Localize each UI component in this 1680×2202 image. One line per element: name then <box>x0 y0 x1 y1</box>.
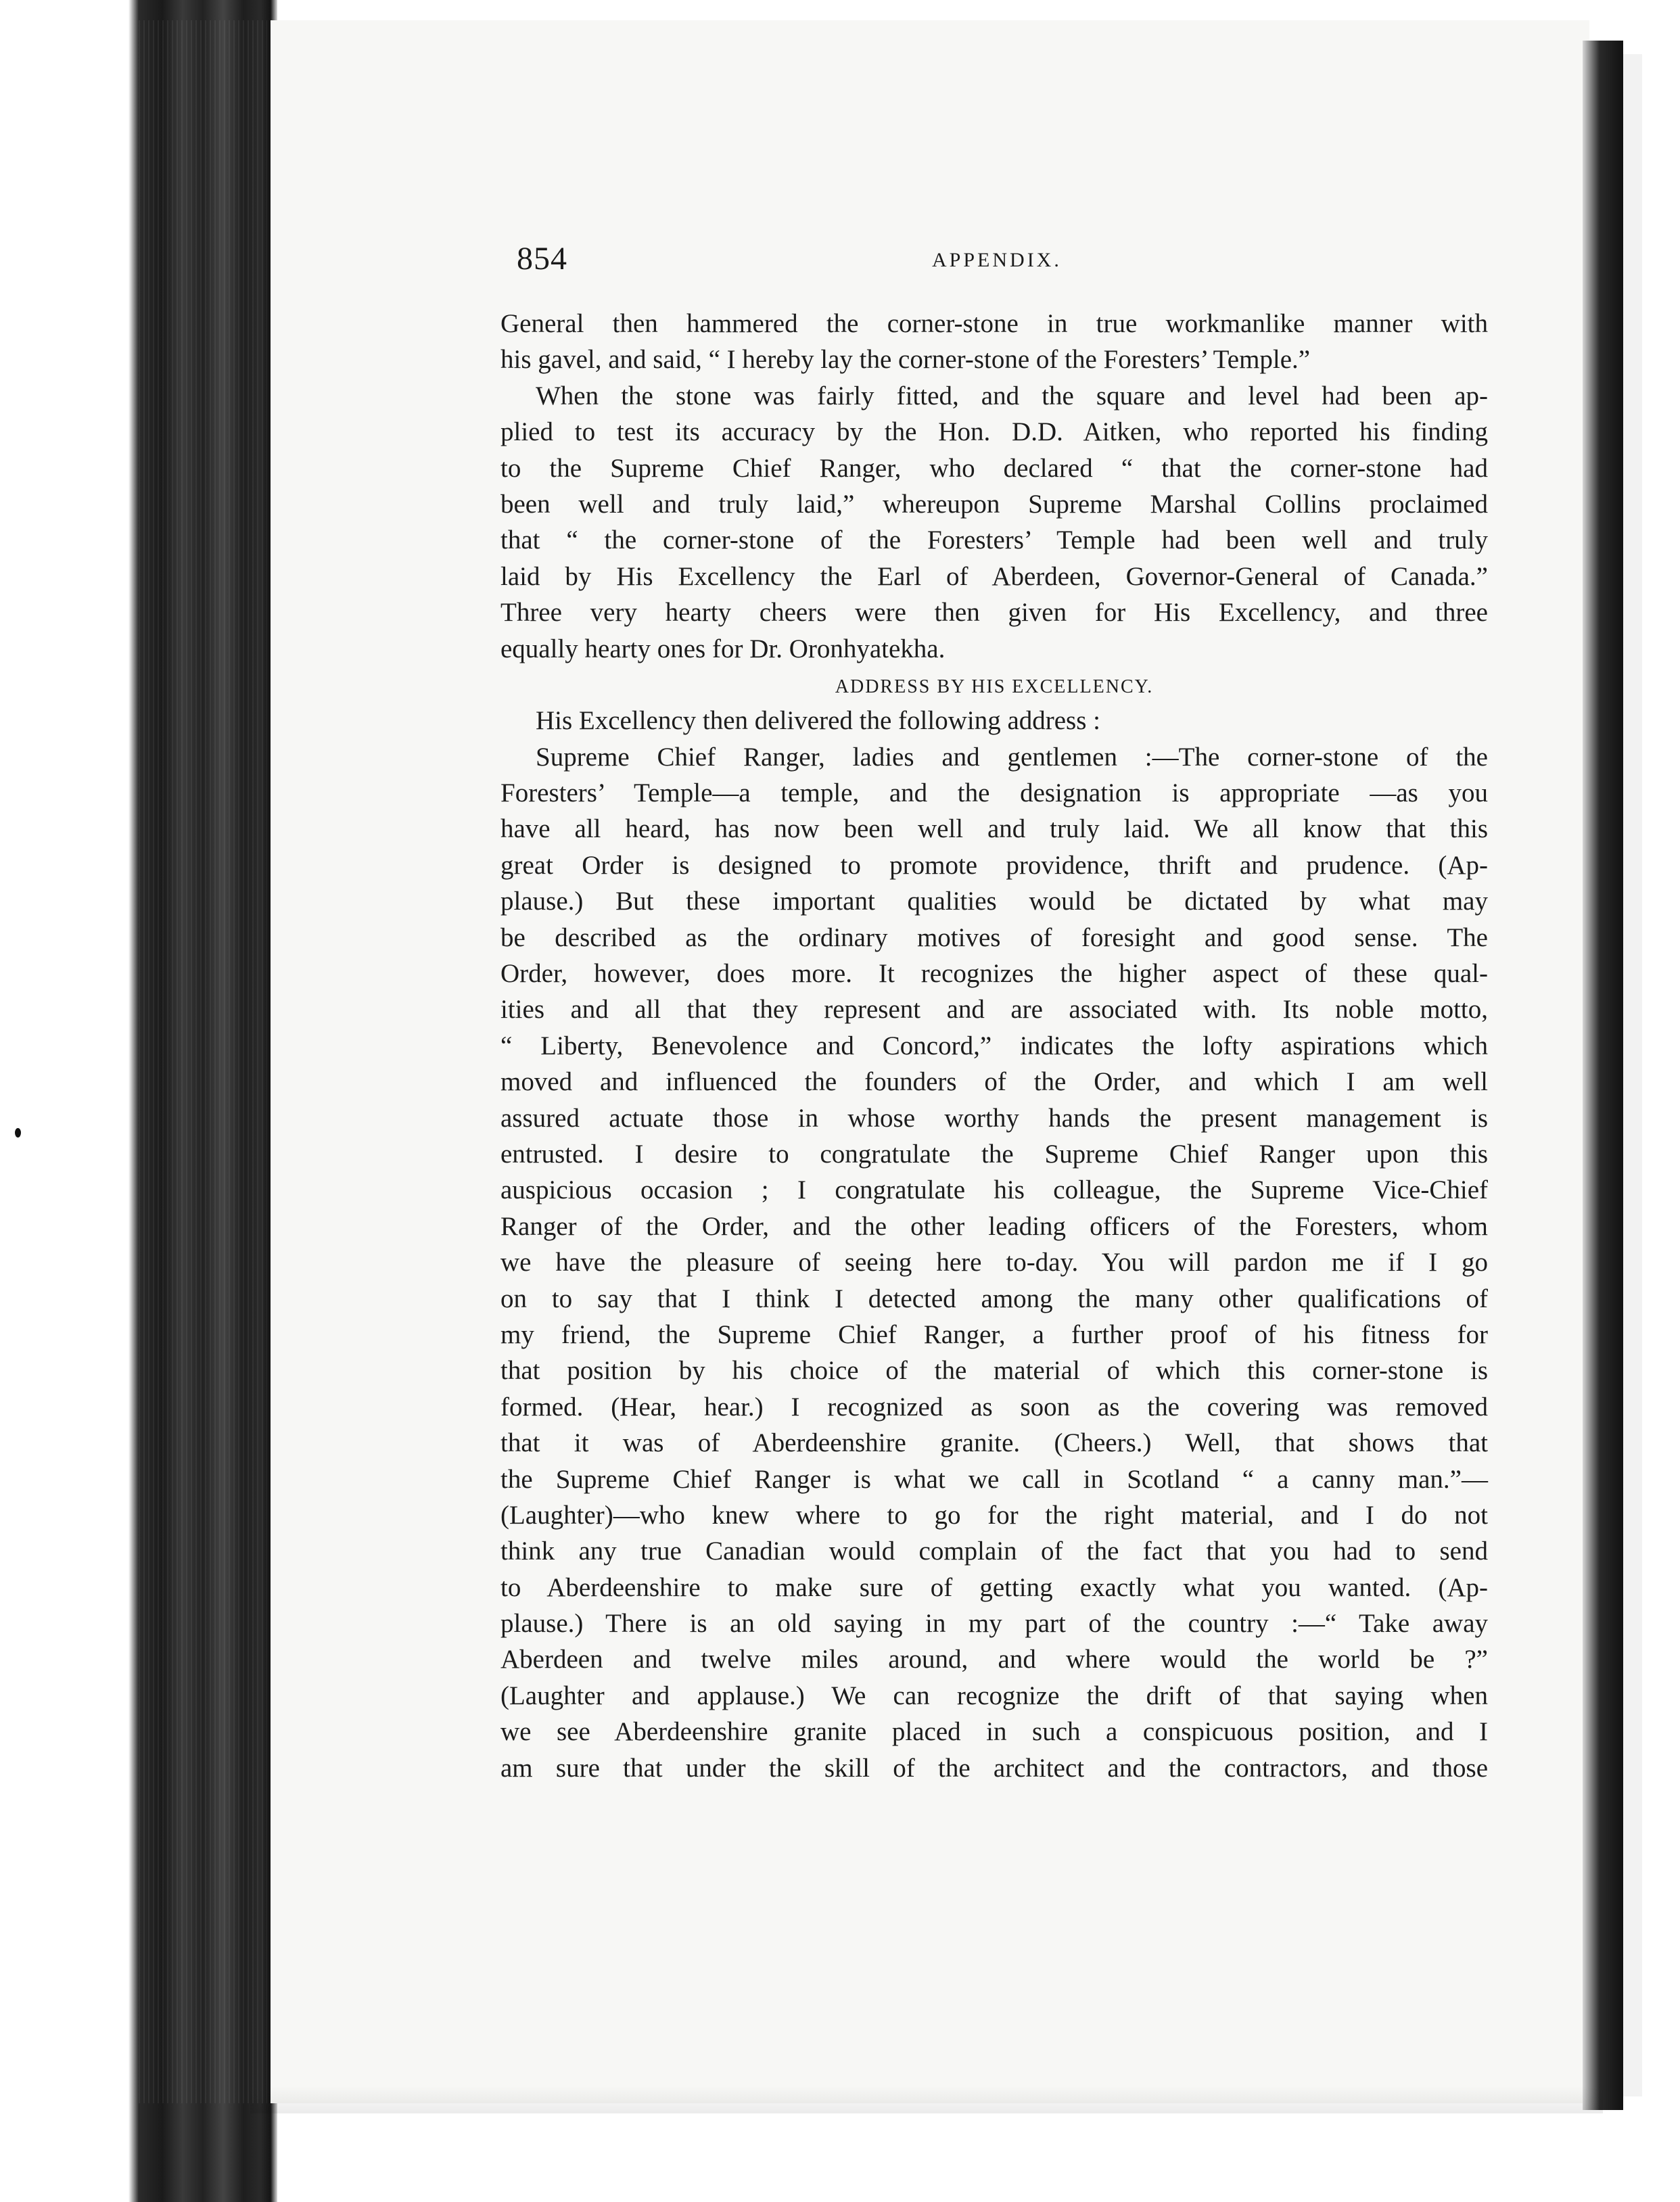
text-line: General then hammered the corner-stone in true workmanlike manner with <box>500 309 1488 338</box>
text-line: auspicious occasion ; I congratulate his colleague, the Supreme Vice-Chief <box>500 1175 1488 1205</box>
text-line: (Laughter and applause.) We can recognize the drift of that saying when <box>500 1681 1488 1710</box>
text-line: that “ the corner-stone of the Foresters’ Temple had been well and truly <box>500 525 1488 555</box>
paragraph <box>500 378 1488 667</box>
text-line: to the Supreme Chief Ranger, who declared “ that the corner-stone had <box>500 453 1488 483</box>
text-line: plause.) But these important qualities would be dictated by what may <box>500 887 1488 916</box>
text-line: his gavel, and said, “ I hereby lay the corner-stone of the Foresters’ Temple.” <box>500 345 1311 375</box>
text-line: assured actuate those in whose worthy hands the present management is <box>500 1103 1488 1133</box>
text-column <box>500 306 1488 1786</box>
text-line: formed. (Hear, hear.) I recognized as soon as the covering was removed <box>500 1392 1488 1422</box>
text-line: Three very hearty cheers were then given for His Excellency, and three <box>500 598 1488 628</box>
text-line: think any true Canadian would complain of the fact that you had to send <box>500 1537 1488 1566</box>
text-line: been well and truly laid,” whereupon Supreme Marshal Collins proclaimed <box>500 489 1488 519</box>
text-line: plause.) There is an old saying in my part of the country :—“ Take away <box>500 1609 1488 1639</box>
text-line: that position by his choice of the material of which this corner-stone is <box>500 1356 1488 1386</box>
paragraph <box>500 703 1488 739</box>
page-bottom-shadow <box>250 2086 1603 2113</box>
next-page-shadow <box>1583 41 1623 2110</box>
text-line: am sure that under the skill of the architect and the contractors, and those <box>500 1753 1488 1783</box>
text-line: on to say that I think I detected among the many other qualifications of <box>500 1284 1488 1313</box>
text-line: When the stone was fairly fitted, and the square and level had been ap- <box>536 381 1488 411</box>
text-line: we have the pleasure of seeing here to-day. You will pardon me if I go <box>500 1248 1488 1278</box>
next-page-strip <box>1623 54 1642 2096</box>
text-line: that it was of Aberdeenshire granite. (Cheers.) Well, that shows that <box>500 1428 1488 1458</box>
text-line: plied to test its accuracy by the Hon. D.D. Aitken, who reported his finding <box>500 417 1488 447</box>
text-line: equally hearty ones for Dr. Oronhyatekha. <box>500 634 946 663</box>
text-line: (Laughter)—who knew where to go for the right material, and I do not <box>500 1500 1488 1530</box>
book-spine-edge <box>0 0 277 2202</box>
text-line: ities and all that they represent and are associated with. Its noble motto, <box>500 995 1488 1025</box>
scan-speck <box>15 1128 21 1138</box>
text-line: His Excellency then delivered the following address : <box>536 706 1100 736</box>
text-line: Ranger of the Order, and the other leading officers of the Foresters, whom <box>500 1211 1488 1241</box>
text-line: my friend, the Supreme Chief Ranger, a further proof of his fitness for <box>500 1319 1488 1349</box>
page-number: 854 <box>517 241 567 277</box>
text-line: Aberdeen and twelve miles around, and where would the world be ?” <box>500 1645 1488 1674</box>
text-line: great Order is designed to promote providence, thrift and prudence. (Ap- <box>500 850 1488 880</box>
text-line: we see Aberdeenshire granite placed in such a conspicuous position, and I <box>500 1717 1488 1747</box>
text-line: moved and influenced the founders of the Order, and which I am well <box>500 1067 1488 1097</box>
section-heading: ADDRESS BY HIS EXCELLENCY. <box>835 676 1154 697</box>
text-line: have all heard, has now been well and truly laid. We all know that this <box>500 814 1488 844</box>
page-edges-texture <box>139 20 267 2103</box>
text-line: be described as the ordinary motives of foresight and good sense. The <box>500 922 1488 952</box>
text-line: Supreme Chief Ranger, ladies and gentlemen :—The corner-stone of the <box>536 742 1488 772</box>
text-line: to Aberdeenshire to make sure of getting exactly what you wanted. (Ap- <box>500 1572 1488 1602</box>
text-line: Foresters’ Temple—a temple, and the designation is appropriate —as you <box>500 778 1488 808</box>
text-line: entrusted. I desire to congratulate the Supreme Chief Ranger upon this <box>500 1139 1488 1169</box>
text-line: laid by His Excellency the Earl of Aberdeen, Governor-General of Canada.” <box>500 561 1488 591</box>
text-line: “ Liberty, Benevolence and Concord,” indicates the lofty aspirations which <box>500 1031 1488 1060</box>
paragraph <box>500 306 1488 378</box>
running-head: APPENDIX. <box>932 249 1062 271</box>
paragraph <box>500 739 1488 1786</box>
text-line: the Supreme Chief Ranger is what we call in Scotland “ a canny man.”— <box>500 1464 1488 1494</box>
text-line: Order, however, does more. It recognizes the higher aspect of these qual- <box>500 959 1488 989</box>
